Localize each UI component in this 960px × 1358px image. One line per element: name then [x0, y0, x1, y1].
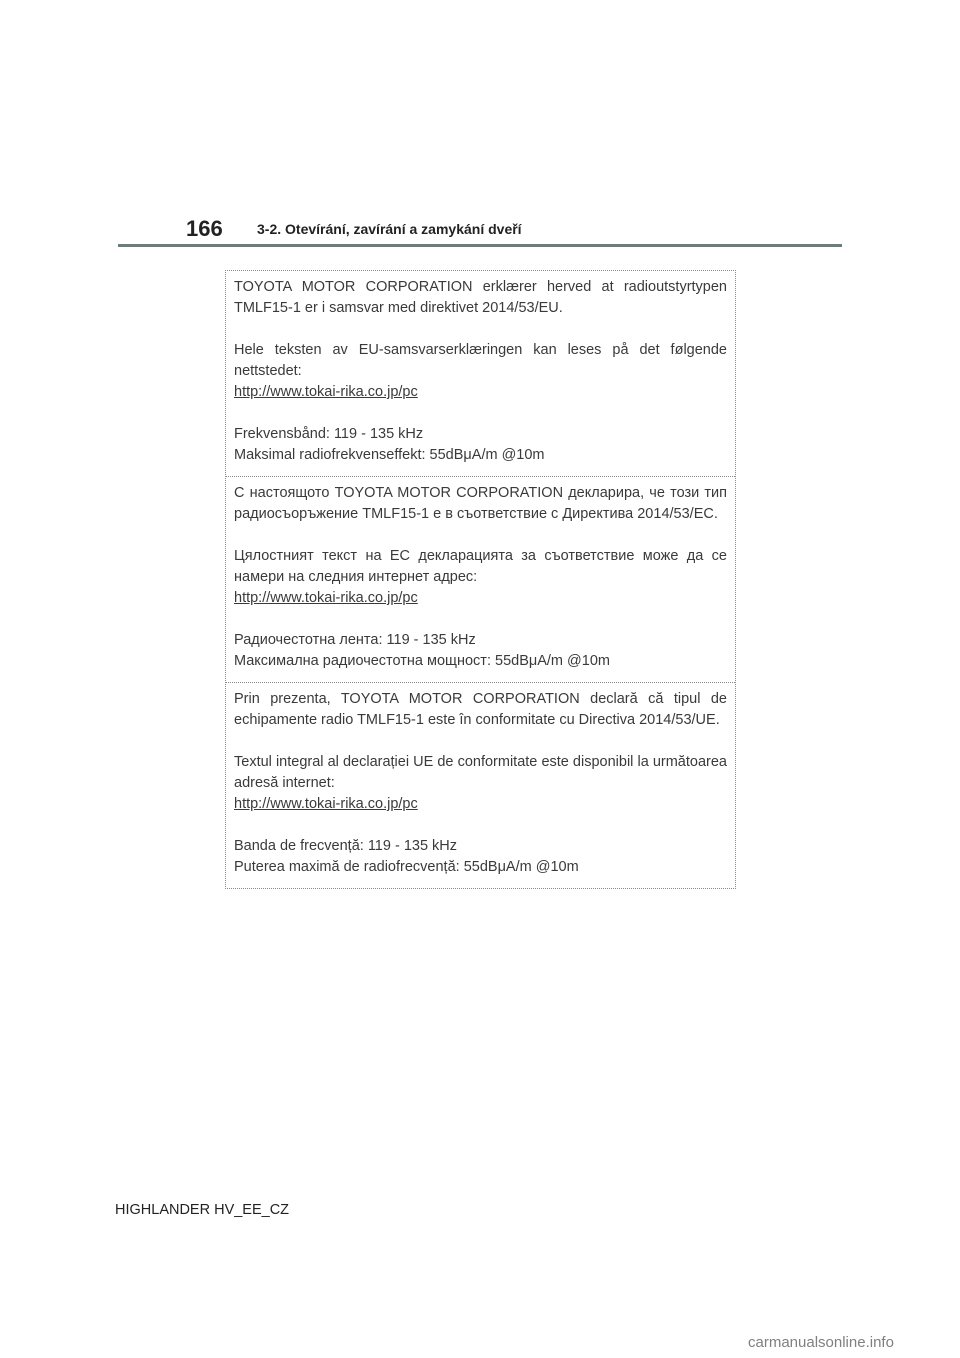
full-text-info: Textul integral al declarației UE de conformitate este disponibil la următoarea adresă internet:	[234, 754, 727, 791]
declaration-statement: С настоящото TOYOTA MOTOR CORPORATION декларира, че този тип радиосъоръжение TMLF15-1 е в съответствие с Директива 2014/53/ЕС.	[234, 485, 727, 522]
max-power: Максимална радиочестотна мощност: 55dBμA/m @10m	[234, 653, 610, 669]
declaration-url-link[interactable]: http://www.tokai-rika.co.jp/pc	[234, 796, 418, 812]
declaration-statement: TOYOTA MOTOR CORPORATION erklærer herved at radioutstyrtypen TMLF15-1 er i samsvar med direktivet 2014/53/EU.	[234, 279, 727, 316]
max-power: Puterea maximă de radiofrecvență: 55dBμA/m @10m	[234, 859, 579, 875]
frequency-band: Радиочестотна лента: 119 - 135 kHz	[234, 632, 476, 648]
full-text-info: Цялостният текст на ЕС декларацията за съответствие може да се намери на следния интернет адрес:	[234, 548, 727, 585]
declaration-block-romanian	[226, 683, 735, 888]
page-number: 166	[186, 216, 223, 241]
frequency-band: Frekvensbånd: 119 - 135 kHz	[234, 426, 424, 442]
watermark: carmanualsonline.info	[748, 1334, 894, 1351]
declaration-statement: Prin prezenta, TOYOTA MOTOR CORPORATION declară că tipul de echipamente radio TMLF15-1 este în conformitate cu Directiva 2014/53/UE.	[234, 691, 727, 728]
header-divider	[118, 244, 842, 247]
max-power: Maksimal radiofrekvenseffekt: 55dBμA/m @10m	[234, 447, 545, 463]
declaration-url-link[interactable]: http://www.tokai-rika.co.jp/pc	[234, 384, 418, 400]
declaration-block-norwegian	[226, 271, 735, 477]
section-title: 3-2. Otevírání, zavírání a zamykání dveří	[257, 221, 522, 237]
page-header	[118, 214, 842, 248]
declaration-box	[225, 270, 736, 889]
frequency-band: Banda de frecvență: 119 - 135 kHz	[234, 838, 458, 854]
declaration-url-link[interactable]: http://www.tokai-rika.co.jp/pc	[234, 590, 418, 606]
model-code-footer: HIGHLANDER HV_EE_CZ	[115, 1202, 290, 1218]
declaration-block-bulgarian	[226, 477, 735, 683]
full-text-info: Hele teksten av EU-samsvarserklæringen kan leses på det følgende nettstedet:	[234, 342, 727, 379]
